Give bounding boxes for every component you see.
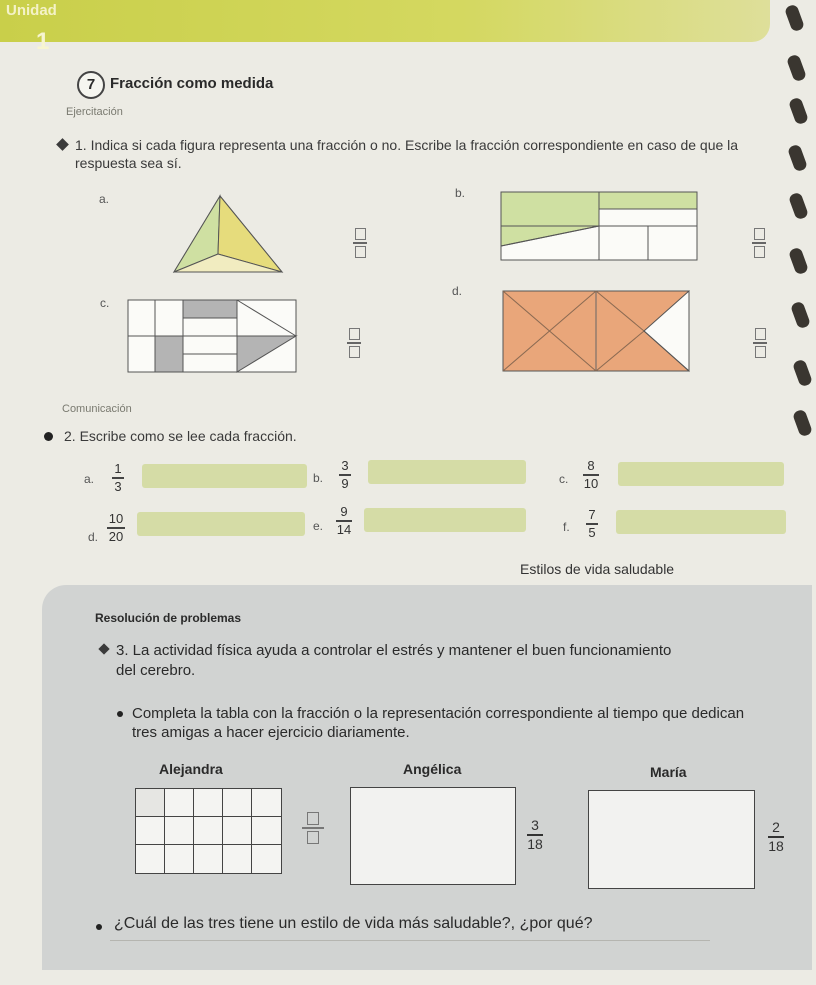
fraction-answer-box-a[interactable]	[353, 228, 367, 258]
figure-c-rectangle	[127, 299, 299, 375]
exercise-2-instruction: 2. Escribe como se lee cada fracción.	[64, 428, 297, 444]
fraction-maria: 2 18	[768, 819, 784, 854]
fraction-answer-box-d[interactable]	[753, 328, 767, 358]
figure-c-letter: c.	[100, 296, 110, 310]
fraction-answer-box-c[interactable]	[347, 328, 361, 358]
answer-field-f[interactable]	[616, 510, 786, 534]
problem-3-question: ¿Cuál de las tres tiene un estilo de vida más saludable?, ¿por qué?	[114, 915, 593, 932]
bullet-icon	[96, 924, 102, 930]
item-f-letter: f.	[563, 520, 570, 534]
figure-d-rectangle	[502, 290, 692, 374]
friend-name-angelica: Angélica	[403, 761, 462, 777]
item-e-letter: e.	[313, 519, 324, 533]
problem-3-subtask: Completa la tabla con la fracción o la representación correspondiente al tiempo que dedican tres amigas a hacer ejercicio diariamente.	[132, 705, 745, 741]
fraction-answer-box-b[interactable]	[752, 228, 766, 258]
unit-number: 1	[36, 28, 50, 55]
fraction-angelica: 3 18	[527, 817, 543, 852]
figure-a-triangle	[170, 192, 286, 278]
fraction-7-5: 7 5	[586, 508, 598, 540]
figure-d-letter: d.	[452, 284, 463, 298]
fraction-1-3: 1 3	[112, 462, 124, 494]
answer-field-d[interactable]	[137, 512, 305, 536]
friend-name-maria: María	[650, 764, 687, 780]
item-c-letter: c.	[559, 472, 569, 486]
answer-field-c[interactable]	[618, 462, 784, 486]
item-d-letter: d.	[88, 530, 99, 544]
section-label-comunicacion: Comunicación	[62, 403, 132, 415]
estilos-tag: Estilos de vida saludable	[520, 561, 675, 577]
fraction-8-10: 8 10	[583, 458, 599, 491]
figure-b-rectangle	[500, 191, 700, 263]
figure-a-letter: a.	[99, 192, 110, 206]
answer-field-e[interactable]	[364, 508, 526, 532]
angelica-representation-box[interactable]	[350, 787, 516, 885]
bullet-icon	[44, 432, 53, 441]
unit-banner	[0, 0, 770, 42]
fraction-3-9: 3 9	[339, 459, 351, 491]
section-label-ejercitacion: Ejercitación	[66, 106, 123, 118]
maria-representation-box[interactable]	[588, 790, 755, 889]
answer-field-b[interactable]	[368, 460, 526, 484]
bullet-icon	[117, 711, 123, 717]
diamond-bullet-icon	[56, 138, 69, 151]
problem-3-statement: 3. La actividad física ayuda a controlar el estrés y mantener el buen funcionamiento del cerebro.	[116, 642, 672, 679]
item-a-letter: a.	[84, 472, 95, 486]
problems-title: Resolución de problemas	[95, 611, 242, 625]
fraction-9-14: 9 14	[336, 504, 352, 537]
friend-name-alejandra: Alejandra	[159, 761, 223, 777]
fraction-answer-box-alejandra[interactable]	[302, 812, 324, 844]
exercise-1-instruction: 1. Indica si cada figura representa una fracción o no. Escribe la fracción correspondiente en caso de que la respuesta sea sí.	[75, 137, 739, 171]
figure-b-letter: b.	[455, 186, 466, 200]
answer-line[interactable]	[110, 940, 710, 941]
answer-field-a[interactable]	[142, 464, 307, 488]
fraction-10-20: 10 20	[108, 511, 124, 544]
lesson-title: Fracción como medida	[110, 75, 274, 92]
lesson-number-badge: 7	[77, 71, 105, 99]
item-b-letter: b.	[313, 471, 324, 485]
unit-label: Unidad	[6, 2, 57, 19]
